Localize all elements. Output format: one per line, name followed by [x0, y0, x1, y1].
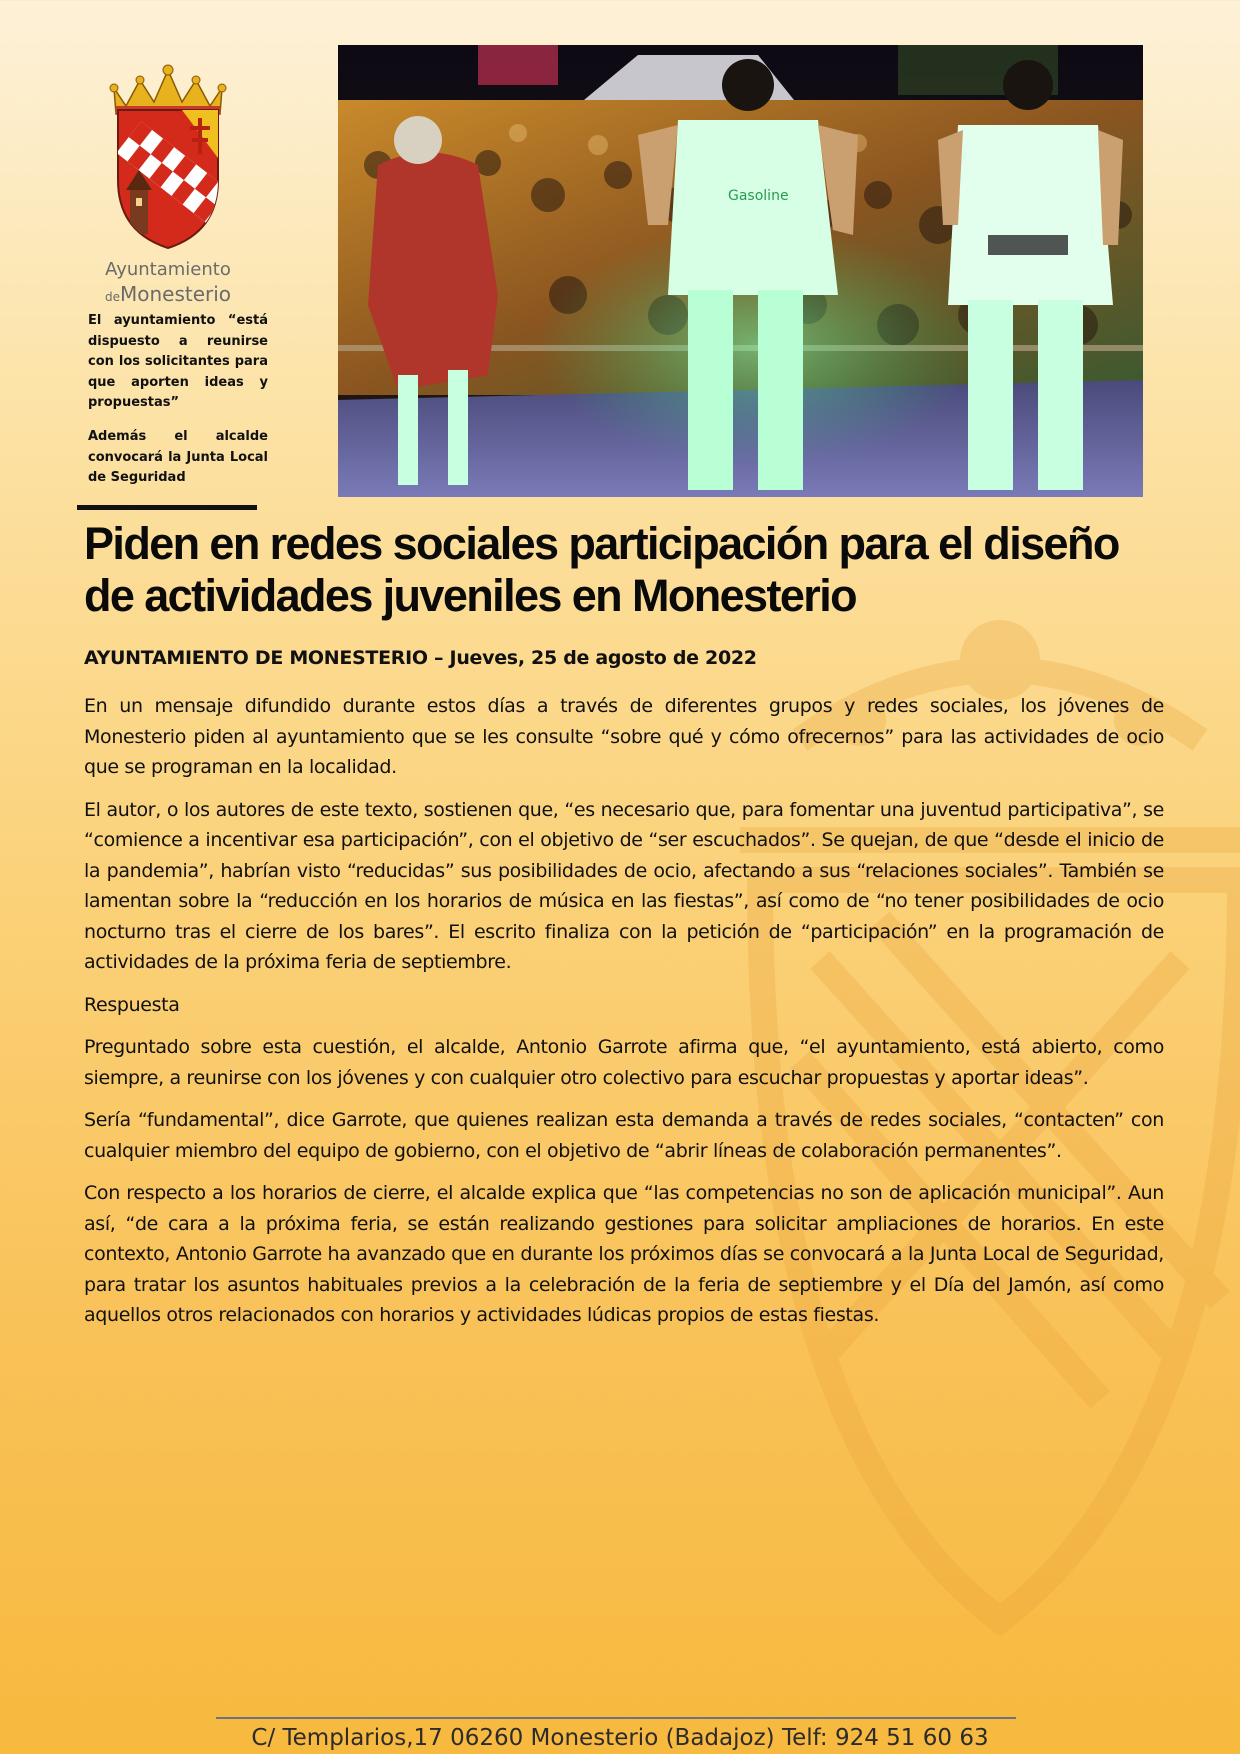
logo-wordmark — [82, 258, 254, 309]
article-headline: Piden en redes sociales participación para el diseño de actividades juveniles en Monesterio — [84, 518, 1119, 621]
article-dateline: AYUNTAMIENTO DE MONESTERIO – Jueves, 25 de agosto de 2022 — [84, 647, 757, 669]
logo-name-main: Monesterio — [119, 282, 232, 306]
sidebar-divider — [77, 505, 257, 510]
logo-name-line2 — [82, 282, 254, 309]
paragraph: El autor, o los autores de este texto, sostienen que, “es necesario que, para fomentar una juventud participativa”, se “comience a incentivar esa participación”, con el objetivo de “ser escuchados”. Se quejan, de que “desde el inicio de la pandemia”, habrían visto “reducidas” sus posibilidades de ocio, afectando a sus “relaciones sociales”. También se lamentan sobre la “reducción en los horarios de música en las fiestas”, así como de “no tener posibilidades de ocio nocturno tras el cierre de los bares”. El escrito finaliza con la petición de “participación” en la programación de actividades de la próxima feria de septiembre. — [84, 798, 1164, 973]
paragraph: Preguntado sobre esta cuestión, el alcalde, Antonio Garrote afirma que, “el ayuntamiento, está abierto, como siempre, a reunirse con los jóvenes y con cualquier otro colectivo para escuchar propuestas y aportar ideas”. — [84, 1036, 1164, 1089]
logo-name-prefix: de — [104, 290, 120, 304]
concert-photo — [338, 45, 1143, 497]
footer-address: C/ Templarios,17 06260 Monesterio (Badajoz) Telf: 924 51 60 63 — [251, 1725, 989, 1751]
footer-divider — [216, 1717, 1016, 1719]
paragraph: Con respecto a los horarios de cierre, el alcalde explica que “las competencias no son de aplicación municipal”. Aun así, “de cara a la próxima feria, se están realizando gestiones para solicitar ampliaciones de horarios. En este contexto, Antonio Garrote ha avanzado que en durante los próximos días se convocará a la Junta Local de Seguridad, para tratar los asuntos habituales previos a la celebración de la feria de septiembre y el Día del Jamón, así como aquellos otros relacionados con horarios y actividades lúdicas propios de estas fiestas. — [84, 1182, 1164, 1326]
section-subheading: Respuesta — [84, 993, 180, 1016]
sidebar-quote-2: Además el alcalde convocará la Junta Local de Seguridad — [88, 429, 268, 485]
paragraph: En un mensaje difundido durante estos días a través de diferentes grupos y redes sociales, los jóvenes de Monesterio piden al ayuntamiento que se les consulte “sobre qué y cómo ofrecernos” para las actividades de ocio que se programan en la localidad. — [84, 695, 1164, 778]
paragraph: Sería “fundamental”, dice Garrote, que quienes realizan esta demanda a través de redes sociales, “contacten” con cualquier miembro del equipo de gobierno, con el objetivo de “abrir líneas de colaboración permanentes”. — [84, 1109, 1164, 1162]
logo-name-line1: Ayuntamiento — [105, 259, 231, 280]
coat-of-arms-logo — [96, 62, 240, 256]
article-body — [84, 691, 1164, 1343]
shirt-text: Gasoline — [728, 188, 789, 204]
sidebar-quote-1: El ayuntamiento “está dispuesto a reunirse con los solicitantes para que aporten ideas y propuestas” — [88, 313, 268, 410]
